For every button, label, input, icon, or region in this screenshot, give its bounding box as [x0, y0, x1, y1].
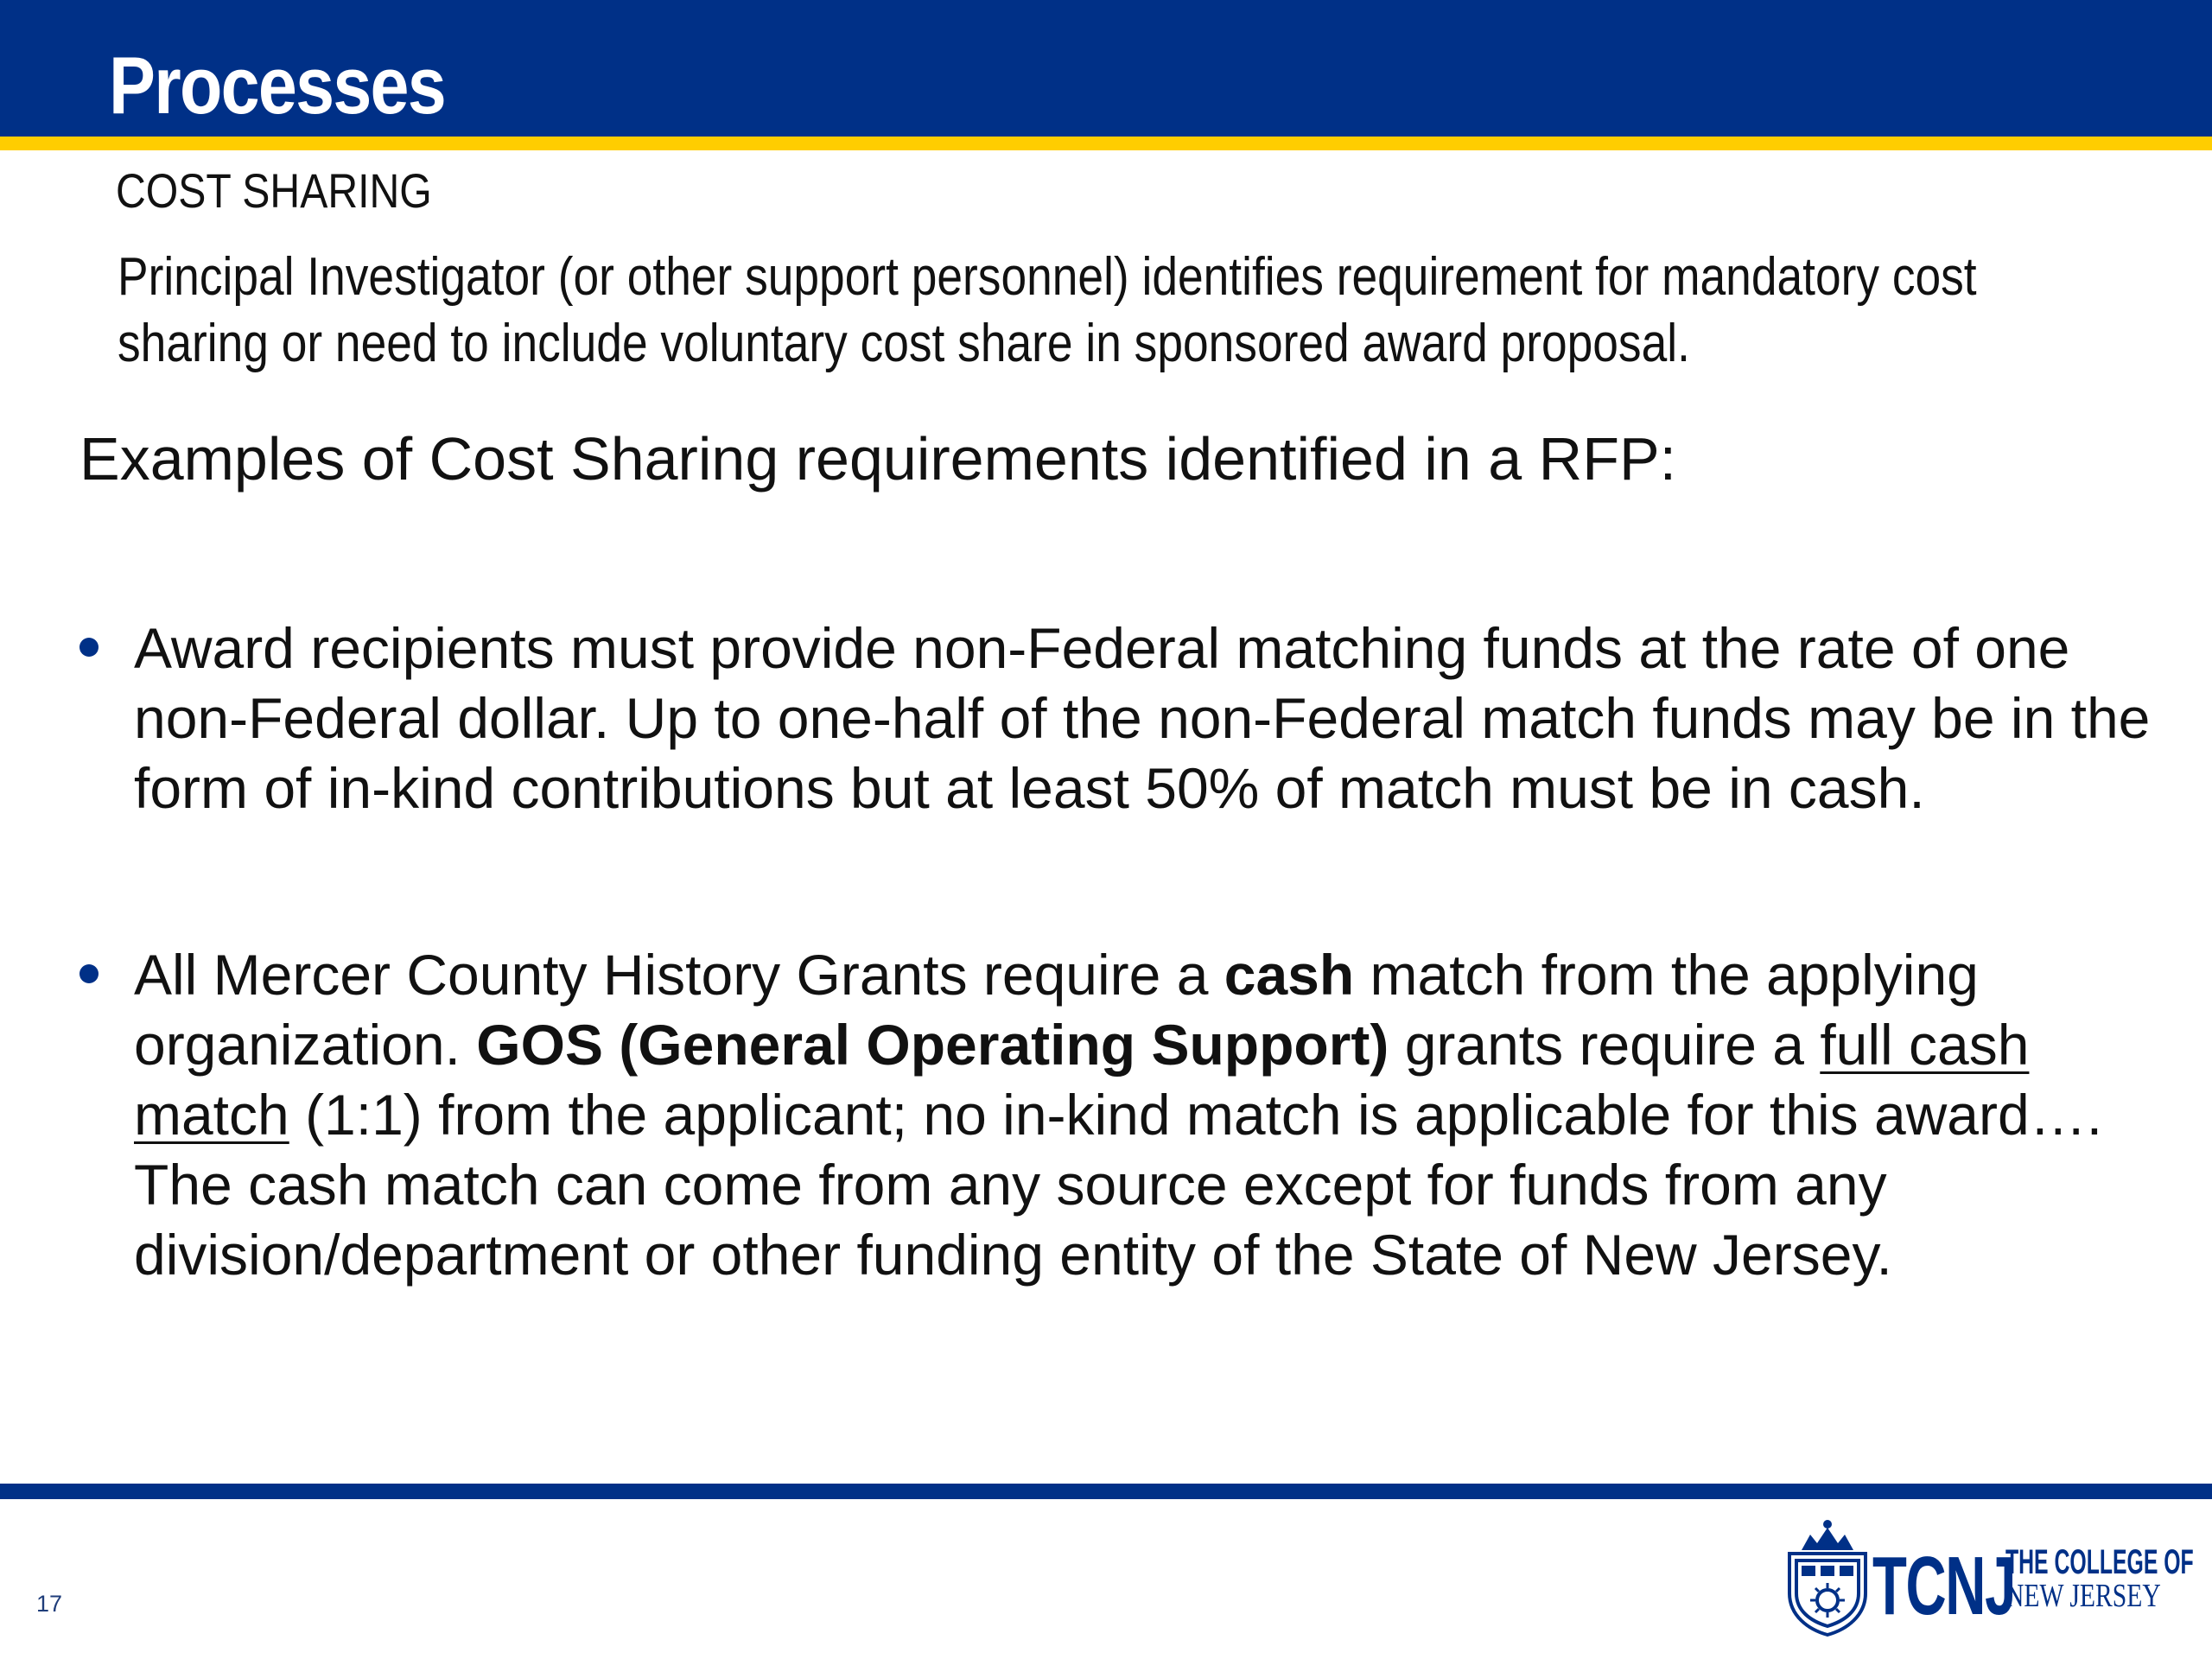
bullet-text: Award recipients must provide non-Federal matching funds at the rate of one non-Federal dollar. Up to one-half of the non-Federal match funds may be in the form of in-kind contributions but at least 50% of match must be in cash. — [134, 616, 2151, 820]
slide-title: Processes — [109, 40, 446, 130]
bullet-text-part: match from the applying organization. — [134, 943, 1979, 1077]
bullet-text-part: All Mercer County History Grants require a — [134, 943, 1224, 1007]
intro-paragraph: Principal Investigator (or other support personnel) identifies requirement for mandatory cost sharing or need to include voluntary cost share in sponsored award proposal. — [118, 247, 1977, 373]
bullet-item-mercer-county — [134, 940, 2156, 1290]
examples-heading: Examples of Cost Sharing requirements identified in a RFP: — [79, 425, 1677, 493]
tcnj-logo — [1784, 1519, 2194, 1640]
footer-rule — [0, 1484, 2212, 1499]
bullet-dot — [79, 638, 99, 657]
bullet-underline-full-cash-match: full cash match — [134, 1013, 2030, 1147]
bullet-text-part: grants require a — [1389, 1013, 1821, 1077]
page-number: 17 — [36, 1591, 63, 1617]
logo-line-1: THE COLLEGE OF — [2005, 1543, 2194, 1581]
bullet-text-part: (1:1) from the applicant; no in-kind match is applicable for this award…. The cash match can come from any source except for funds from any division/department or other funding entity of the State of New Jersey. — [134, 1083, 2103, 1287]
college-shield-icon — [1784, 1519, 1871, 1638]
bullet-bold-gos: GOS (General Operating Support) — [476, 1013, 1389, 1077]
bullet-dot — [79, 964, 99, 983]
logo-wordmark: TCNJ — [1872, 1540, 2016, 1632]
logo-line-2: NEW JERSEY — [2005, 1578, 2161, 1614]
section-heading: COST SHARING — [116, 163, 432, 218]
bullet-bold-cash: cash — [1224, 943, 1355, 1007]
header-gold-stripe — [0, 137, 2212, 150]
bullet-item-matching-funds — [134, 613, 2156, 823]
